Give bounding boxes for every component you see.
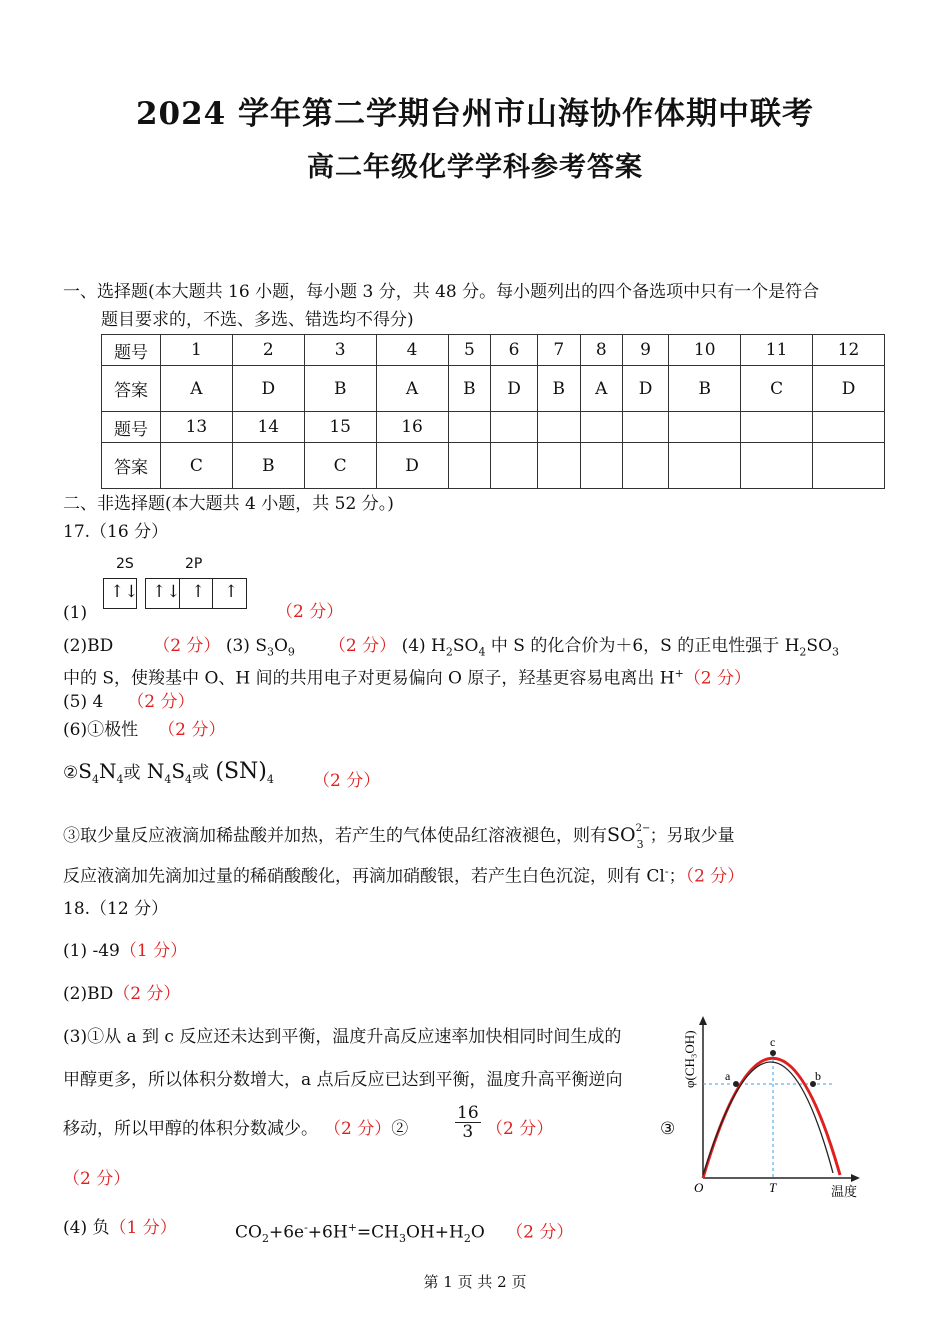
q17-p1-score: （2 分） — [276, 602, 344, 622]
table-cell: 3 — [304, 335, 376, 366]
arrow-up-icon: ↑ — [191, 582, 206, 602]
q18-p3-score2: （2 分） — [486, 1119, 554, 1139]
x-axis-arrow-icon — [851, 1174, 860, 1182]
q18-p3-mark3: ③ — [660, 1119, 676, 1139]
table-cell: 1 — [161, 335, 233, 366]
arrow-up-icon: ↑ — [224, 582, 239, 602]
q17-p6a-line: (6)①极性 （2 分） — [63, 720, 226, 740]
t-label: T — [769, 1180, 777, 1195]
q18-p4-line: (4) 负（1 分） — [63, 1218, 177, 1238]
table-row-a2 — [102, 443, 885, 489]
table-cell: B — [304, 366, 376, 412]
orbital-box-2s — [103, 578, 137, 609]
q18-p3-score3: （2 分） — [63, 1169, 131, 1189]
orbital-2s-label: 2S — [116, 556, 134, 572]
origin-label: O — [694, 1180, 704, 1195]
table-cell: A — [580, 366, 622, 412]
row-label-q: 题号 — [102, 335, 161, 366]
table-cell: B — [537, 366, 580, 412]
x-axis-label: 温度 — [831, 1184, 858, 1199]
table-cell: D — [232, 366, 304, 412]
table-cell: D — [813, 366, 885, 412]
orbital-box-2p — [145, 578, 247, 609]
page-title: 2024 学年第二学期台州市山海协作体期中联考 — [135, 96, 815, 132]
point-b-label: b — [815, 1069, 821, 1083]
row-label-a: 答案 — [102, 443, 161, 489]
table-cell: 6 — [491, 335, 537, 366]
q17-heading: 17.（16 分） — [63, 522, 169, 542]
table-cell: 2 — [232, 335, 304, 366]
table-cell: B — [669, 366, 741, 412]
table-row-q2 — [102, 412, 885, 443]
row-label-q: 题号 — [102, 412, 161, 443]
orbital-2p-label: 2P — [185, 556, 203, 572]
table-cell: 14 — [232, 412, 304, 443]
row-label-a: 答案 — [102, 366, 161, 412]
table-cell: 11 — [741, 335, 813, 366]
q17-p5-line: (5) 4 （2 分） — [63, 692, 195, 712]
arrow-pair-icon: ↑↓ — [110, 582, 139, 602]
table-cell: 12 — [813, 335, 885, 366]
q18-p4-equation: $CO_2+6e^-+6H^+=CH_3OH+H_2O$ （2 分） — [235, 1221, 574, 1246]
q17-p4-line2: 中的 S，使羧基中 O、H 间的共用电子对更易偏向 O 原子，羟基更容易电离出 H+（2 分） — [63, 667, 752, 689]
q18-p2-line: (2)BD（2 分） — [63, 984, 181, 1004]
q17-p6b-line: $②S_4N_4$或 $N_4S_4$或 $(SN)_4$ — [63, 759, 274, 786]
point-a — [733, 1081, 739, 1087]
section2-heading: 二、非选择题(本大题共 4 小题，共 52 分。) — [63, 494, 394, 514]
table-cell: 4 — [376, 335, 448, 366]
q17-p6c-line1: ③取少量反应液滴加稀盐酸并加热，若产生的气体使品红溶液褪色，则有SO 2− 3 ；另取少量 — [63, 822, 735, 851]
table-cell: 7 — [537, 335, 580, 366]
table-row-q1 — [102, 335, 885, 366]
q18-fraction: $\frac{16}{3}$ — [457, 1103, 479, 1142]
table-cell: 5 — [448, 335, 491, 366]
q18-p3-line1: (3)①从 a 到 c 反应还未达到平衡，温度升高反应速率加快相同时间生成的 — [63, 1027, 622, 1047]
q18-p3-line3: 移动，所以甲醇的体积分数减少。 （2 分）② — [63, 1119, 409, 1139]
table-cell: C — [741, 366, 813, 412]
table-cell: D — [491, 366, 537, 412]
table-cell: 10 — [669, 335, 741, 366]
q18-heading: 18.（12 分） — [63, 899, 169, 919]
table-cell: 13 — [161, 412, 233, 443]
section1-line1: 一、选择题(本大题共 16 小题，每小题 3 分，共 48 分。每小题列出的四个备选项中只有一个是符合 — [63, 282, 820, 302]
q17-p2-line: (2)BD （2 分） (3) $S_3O_9$ （2 分） (4) $H_2SO_4$ 中 S 的化合价为＋6，S 的正电性强于 $H_2SO_3$ — [63, 636, 840, 659]
arrow-pair-icon: ↑↓ — [152, 582, 181, 602]
table-cell: D — [376, 443, 448, 489]
table-cell: 8 — [580, 335, 622, 366]
y-axis-arrow-icon — [699, 1016, 707, 1025]
point-a-label: a — [725, 1069, 731, 1083]
table-cell: 15 — [304, 412, 376, 443]
q18-p1-line: (1) -49（1 分） — [63, 941, 188, 961]
point-c-label: c — [770, 1035, 776, 1049]
table-cell: A — [376, 366, 448, 412]
table-cell: D — [622, 366, 668, 412]
point-c — [770, 1050, 776, 1056]
methanol-temperature-graph — [678, 1010, 878, 1205]
table-cell: 16 — [376, 412, 448, 443]
page-footer: 第 1 页 共 2 页 — [423, 1273, 527, 1291]
answer-table — [101, 334, 885, 489]
table-row-a1 — [102, 366, 885, 412]
y-axis-label: φ(CH₃OH) — [682, 1030, 697, 1088]
page-subtitle: 高二年级化学学科参考答案 — [307, 152, 643, 183]
q17-p6b-score: （2 分） — [313, 771, 381, 791]
table-cell: 9 — [622, 335, 668, 366]
table-cell: A — [161, 366, 233, 412]
table-cell: B — [232, 443, 304, 489]
table-cell: C — [161, 443, 233, 489]
table-cell: C — [304, 443, 376, 489]
q17-p1-label: (1) — [63, 603, 88, 623]
q17-p6c-line2: 反应液滴加先滴加过量的稀硝酸酸化，再滴加硝酸银，若产生白色沉淀，则有 Cl-；（2 分） — [63, 865, 745, 887]
section1-line2: 题目要求的，不选、多选、错选均不得分) — [101, 310, 414, 330]
table-cell: B — [448, 366, 491, 412]
q18-p3-line2: 甲醇更多，所以体积分数增大，a 点后反应已达到平衡，温度升高平衡逆向 — [63, 1070, 623, 1090]
